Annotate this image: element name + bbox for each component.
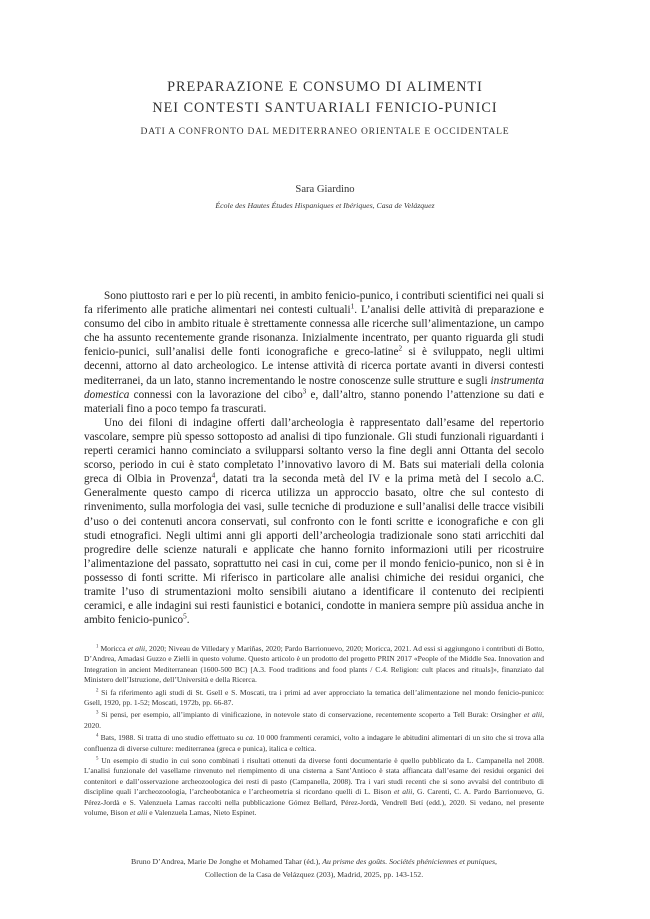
footnote-ref-4[interactable]: 4 [211,471,216,480]
paragraph-1: Sono piuttosto rari e per lo più recenti, in ambito fenicio-punico, i contributi scientifici nei quali si fa riferimento alle pratiche alimentari nei contesti cultuali$^1$. L’analisi delle attività di preparazione e consumo del cibo in ambito rituale è strettamente connessa alle ricerche sull’alimentazione, un campo che ha assunto recentemente grande risonanza. Inizialmente incentrato, per quanto riguarda gli studi fenicio-punici, sull’analisi delle fonti iconografiche e greco-latine$^2$ si è sviluppato, negli ultimi decenni, attorno al dato archeologico. Le intense attività di ricerca portate avanti in diversi contesti mediterranei, da un lato, stanno incrementando le nostre conoscenze sulle strutture e sugli instrumenta domestica connessi con la lavorazione del cibo$^3$ e, dall’altro, stanno ponendo l’attenzione su dati e materiali fino a poco tempo fa trascurati. [84,290,544,415]
footnote-ref-2[interactable]: 2 [398,344,403,353]
citation-footer [84,856,544,881]
article-title [0,77,650,119]
title-line-2: NEI CONTESTI SANTUARIALI FENICIO-PUNICI [152,100,498,116]
footnote-ref-3[interactable]: 3 [302,386,307,395]
article-subtitle: DATI A CONFRONTO DAL MEDITERRANEO ORIENTALE E OCCIDENTALE [140,126,510,137]
footnote-5: $^5$ Un esempio di studio in cui sono combinati i risultati ottenuti da diverse fonti documentarie è quello pubblicato da L. Campanella nel 2008. L’analisi funzionale del vasellame rinvenuto nel riempimento di una cisterna a Sant’Antioco è stata affiancata dall’esame dei residui organici dei contenitori e dall’osservazione archeozoologica dei resti di pasto (Campanella, 2008). Tra i vari studi recenti che si sono avvalsi del contributo di discipline quali l’archeozoologia, l’archeobotanica e l’archeometria si ricordano quelli di L. Bison et alii, G. Carenti, C. A. Pardo Barrionuevo, G. Pérez-Jordà e S. Valenzuela Lamas raccolti nella pubblicazione Gómez Bellard, Pérez-Jordà, Vendrell Betí (edd.), 2020. Si vedano, nel presente volume, Bison et alii e Valenzuela Lamas, Nieto Espinet. [84,756,544,818]
body-text [84,289,544,627]
footnote-4: $^4$ Bats, 1988. Si tratta di uno studio effettuato su ca. 10 000 frammenti ceramici, volto a indagare le abitudini alimentari di un sito che si trova alla confluenza di diverse culture: mediterranea (greca e punica), italica e celtica. [84,733,544,753]
citation-line-2: Collection de la Casa de Velázquez (203), Madrid, 2025, pp. 143-152. [204,869,424,879]
footnote-ref-1[interactable]: 1 [350,302,355,311]
footnotes [84,644,544,821]
footnote-3: $^3$ Si pensi, per esempio, all’impianto di vinificazione, in notevole stato di conservazione, recentemente scoperto a Tell Burak: Orsingher et alii, 2020. [84,710,544,730]
author-name: Sara Giardino [295,184,355,195]
title-line-1: PREPARAZIONE E CONSUMO DI ALIMENTI [167,79,483,95]
author-affiliation: École des Hautes Études Hispaniques et Ibériques, Casa de Velázquez [215,201,435,210]
paragraph-2: Uno dei filoni di indagine offerti dall’archeologia è rappresentato dall’esame del repertorio vascolare, sempre più spesso sottoposto ad analisi di tipo funzionale. Gli studi funzionali riguardanti i reperti ceramici hanno cominciato a svilupparsi soltanto verso la fine degli anni Ottanta del secolo scorso, periodo in cui è stato completato l’innovativo lavoro di M. Bats sui materiali della colonia greca di Olbia in Provenza$^4$, datati tra la seconda metà del IV e la prima metà del I secolo a.C. Generalmente questo campo di ricerca utilizza un approccio basato, oltre che sul contesto di rinvenimento, sulla morfologia dei vasi, sulle tecniche di produzione e sull’analisi delle tracce visibili d’uso o dei contenuti ancora conservati, sul confronto con le fonti scritte e iconografiche e con gli studi etnografici. Negli ultimi anni gli apporti dell’archeologia tradizionale sono stati arricchiti dal progredire delle scienze naturali e applicate che hanno fornito informazioni utili per ricostruire l’alimentazione del passato, soprattutto nei casi in cui, come per il mondo fenicio-punico, non si è in possesso di fonti scritte. Mi riferisco in particolare alle analisi chimiche dei residui organici, che tramite l’uso di strumentazioni molto sensibili aiutano a identificare il contenuto dei recipienti ceramici, e alle indagini sui resti faunistici e botanici, condotte in maniera sempre più assidua anche in ambito fenicio-punico$^5$. [84,416,544,627]
footnote-2: $^2$ Si fa riferimento agli studi di St. Gsell e S. Moscati, tra i primi ad aver approcciato la tematica dell’alimentazione nel mondo fenicio-punico: Gsell, 1920, pp. 1-52; Moscati, 1972b, pp. 66-87. [84,687,544,708]
footnote-ref-5[interactable]: 5 [183,612,187,621]
footnote-1: $^1$ Moricca et alii, 2020; Niveau de Villedary y Mariñas, 2020; Pardo Barrionuevo, 2020; Moricca, 2021. Ad essi si aggiungono i contributi di Botto, D’Andrea, Amadasi Guzzo e Zielli in questo volume. Questo articolo è un prodotto del progetto PRIN 2017 «People of the Middle Sea. Innovation and Integration in ancient Mediterranean (1600-500 BC) [A.3. Food traditions and food plants / C.4. Religion: cult places and rituals]», finanziato dal Ministero dell’Istruzione, dell’Università e della Ricerca. [84,644,545,685]
citation-line-1: Bruno D’Andrea, Marie De Jonghe et Mohamed Tahar (éd.), Au prisme des goûts. Sociétés phéniciennes et puniques, [131,857,497,866]
